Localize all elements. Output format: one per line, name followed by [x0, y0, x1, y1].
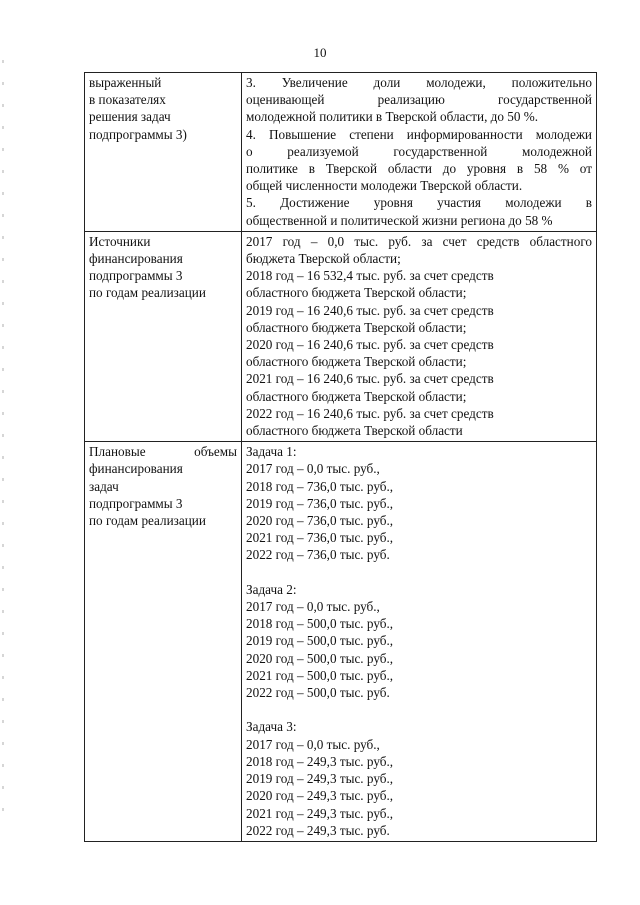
- label-line: подпрограммы 3: [89, 495, 183, 511]
- value-line: областного бюджета Тверской области: [246, 423, 463, 439]
- task-year-line: 2019 год – 249,3 тыс. руб.,: [246, 771, 394, 787]
- value-line: 2017 год – 0,0 тыс. руб. за счет средств областного: [246, 233, 592, 249]
- task-title: Задача 1:: [246, 444, 297, 460]
- table-row: [85, 442, 597, 842]
- spacer: [246, 701, 592, 718]
- task-year-line: 2022 год – 500,0 тыс. руб.: [246, 685, 390, 701]
- task-year-line: 2019 год – 736,0 тыс. руб.,: [246, 495, 394, 511]
- task-year-line: 2021 год – 500,0 тыс. руб.,: [246, 667, 394, 683]
- task-year-line: 2018 год – 736,0 тыс. руб.,: [246, 478, 394, 494]
- passport-table: [84, 72, 597, 842]
- task-year-line: 2021 год – 249,3 тыс. руб.,: [246, 805, 394, 821]
- task-year-line: 2021 год – 736,0 тыс. руб.,: [246, 530, 394, 546]
- value-line: областного бюджета Тверской области;: [246, 319, 467, 335]
- label-line: финансирования: [89, 251, 183, 267]
- task-year-line: 2022 год – 736,0 тыс. руб.: [246, 547, 390, 563]
- row-value-indicators: [242, 73, 597, 232]
- value-line: 2019 год – 16 240,6 тыс. руб. за счет средств: [246, 302, 494, 318]
- task-year-line: 2017 год – 0,0 тыс. руб.,: [246, 461, 380, 477]
- value-line: областного бюджета Тверской области;: [246, 354, 467, 370]
- spacer: [246, 564, 592, 581]
- label-line: Плановые объемы: [89, 444, 237, 460]
- value-line: 3. Увеличение доли молодежи, положительно: [246, 75, 592, 90]
- value-line: политике в Тверской области до уровня в 58 % от: [246, 161, 592, 177]
- value-line: 2020 год – 16 240,6 тыс. руб. за счет средств: [246, 337, 494, 353]
- task-year-line: 2020 год – 500,0 тыс. руб.,: [246, 650, 394, 666]
- table-row: [85, 73, 597, 232]
- row-value-sources: [242, 231, 597, 441]
- scan-edge-marks: [2, 60, 4, 820]
- label-line: по годам реализации: [89, 513, 206, 529]
- task-title: Задача 3:: [246, 719, 297, 735]
- task-year-line: 2020 год – 249,3 тыс. руб.,: [246, 788, 394, 804]
- value-line: областного бюджета Тверской области;: [246, 285, 467, 301]
- task-year-line: 2020 год – 736,0 тыс. руб.,: [246, 513, 394, 529]
- page-number: 10: [313, 45, 327, 60]
- value-line: 2021 год – 16 240,6 тыс. руб. за счет средств: [246, 371, 494, 387]
- value-line: о реализуемой государственной молодежной: [246, 143, 592, 159]
- task-title: Задача 2:: [246, 581, 297, 597]
- task-year-line: 2018 год – 500,0 тыс. руб.,: [246, 616, 394, 632]
- label-line: в показателях: [89, 92, 166, 108]
- value-line: оценивающей реализацию государственной: [246, 92, 592, 108]
- task-year-line: 2017 год – 0,0 тыс. руб.,: [246, 599, 380, 615]
- value-line: молодежной политики в Тверской области, до 50 %.: [246, 109, 539, 125]
- value-line: областного бюджета Тверской области;: [246, 388, 467, 404]
- value-line: бюджета Тверской области;: [246, 251, 401, 267]
- task-year-line: 2017 год – 0,0 тыс. руб.,: [246, 736, 380, 752]
- table-row: [85, 231, 597, 441]
- value-line: общественной и политической жизни региона до 58 %: [246, 212, 553, 228]
- value-line: 2018 год – 16 532,4 тыс. руб. за счет средств: [246, 268, 494, 284]
- task-year-line: 2018 год – 249,3 тыс. руб.,: [246, 753, 394, 769]
- label-line: задач: [89, 478, 119, 494]
- value-line: общей численности молодежи Тверской области.: [246, 178, 523, 194]
- task-year-line: 2022 год – 249,3 тыс. руб.: [246, 822, 390, 838]
- label-line: подпрограммы 3): [89, 126, 187, 142]
- value-line: 2022 год – 16 240,6 тыс. руб. за счет средств: [246, 405, 494, 421]
- label-line: подпрограммы 3: [89, 268, 183, 284]
- label-line: по годам реализации: [89, 285, 206, 301]
- value-line: 5. Достижение уровня участия молодежи в: [246, 195, 592, 211]
- label-line: Источники: [89, 233, 151, 249]
- row-label-planned: [85, 442, 242, 842]
- row-label-sources: [85, 231, 242, 441]
- row-value-planned: [242, 442, 597, 842]
- label-line: выраженный: [89, 75, 162, 90]
- task-year-line: 2019 год – 500,0 тыс. руб.,: [246, 633, 394, 649]
- label-line: решения задач: [89, 109, 171, 125]
- value-line: 4. Повышение степени информированности молодежи: [246, 126, 592, 142]
- label-line: финансирования: [89, 461, 183, 477]
- row-label-indicators: [85, 73, 242, 232]
